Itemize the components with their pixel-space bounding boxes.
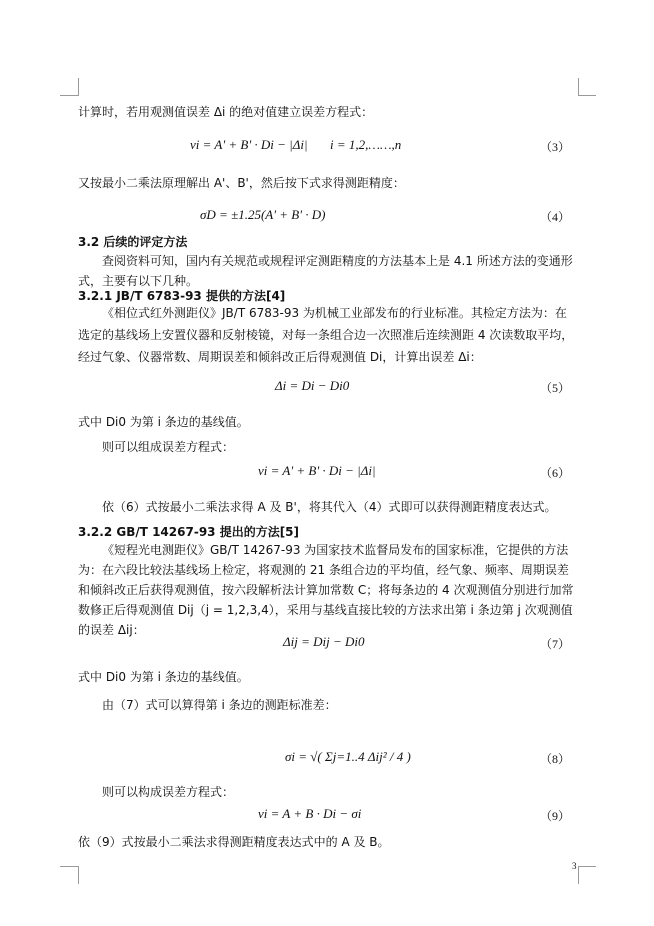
equation-6-number: （6）: [539, 466, 570, 480]
paragraph-gbt-method: 《短程光电测距仪》GB/T 14267-93 为国家技术监督局发布的国家标准，它提供的方法为：在六段比较法基线场上检定，将观测的 21 条组合边的平均值，经气象、频率、周期误差和倾斜改正后获得观测值，按六段解析法计算加常数 C；将每条边的 4 次观测值分别进行加常数修正后得观测值 Dij（j = 1,2,3,4），采用与基线直接比较的方法求出第 i 条边第 j 次观测值的误差 Δij：: [78, 543, 574, 637]
paragraph-error-eq-intro-2: 则可以构成误差方程式：: [102, 785, 235, 799]
equation-9-number: （9）: [539, 809, 570, 823]
equation-5-number: （5）: [539, 381, 570, 395]
crop-mark-tr-v: [578, 78, 579, 96]
crop-mark-tr-h: [578, 95, 596, 96]
equation-4-number: （4）: [539, 210, 570, 224]
equation-4: σD = ±1.25(A' + B' · D): [200, 207, 326, 222]
paragraph-error-eq-intro: 则可以组成误差方程式：: [102, 440, 235, 454]
paragraph-std-dev-intro: 由（7）式可以算得第 i 条边的测距标准差：: [102, 698, 337, 712]
equation-8-number: （8）: [539, 752, 570, 766]
page-number: 3: [572, 861, 577, 871]
paragraph-solve-6: 依（6）式按最小二乘法求得 A 及 B'，将其代入（4）式即可以获得测距精度表达式。: [102, 500, 557, 514]
paragraph-baseline-note-1: 式中 Di0 为第 i 条边的基线值。: [78, 415, 249, 429]
section-heading-3-2-1: 3.2.1 JB/T 6783-93 提供的方法[4]: [78, 289, 286, 303]
equation-3-number: （3）: [539, 140, 570, 154]
equation-3-range: i = 1,2,……,n: [330, 137, 402, 152]
equation-8: σi = √( Σj=1..4 Δij² / 4 ): [285, 749, 411, 764]
crop-mark-br-v: [578, 866, 579, 884]
equation-3: vi = A' + B' · Di − |Δi|: [190, 137, 308, 152]
equation-5: Δi = Di − Di0: [275, 378, 350, 393]
equation-9: vi = A + B · Di − σi: [258, 806, 362, 821]
paragraph-baseline-note-2: 式中 Di0 为第 i 条边的基线值。: [78, 670, 249, 684]
section-heading-3-2: 3.2 后续的评定方法: [78, 235, 188, 249]
crop-mark-br-h: [578, 866, 596, 867]
equation-6: vi = A' + B' · Di − |Δi|: [258, 463, 376, 478]
paragraph-solve-9: 依（9）式按最小二乘法求得测距精度表达式中的 A 及 B。: [78, 835, 390, 849]
paragraph-review: 查阅资料可知，国内有关规范或规程评定测距精度的方法基本上是 4.1 所述方法的变通形式，主要有以下几种。: [78, 254, 573, 288]
crop-mark-bl-v: [78, 866, 79, 884]
paragraph-jbt-method: 《相位式红外测距仪》JB/T 6783-93 为机械工业部发布的行业标准。其检定方法为：在选定的基线场上安置仪器和反射棱镜，对每一条组合边一次照准后连续测距 4 次读数取平均，经过气象、仪器常数、周期误差和倾斜改正后得观测值 Di，计算出误差 Δi：: [78, 306, 574, 364]
crop-mark-bl-h: [60, 866, 78, 867]
crop-mark-tl-h: [60, 95, 78, 96]
crop-mark-tl-v: [78, 78, 79, 96]
paragraph-least-squares: 又按最小二乘法原理解出 A'、B'，然后按下式求得测距精度：: [78, 176, 405, 190]
equation-7-number: （7）: [539, 637, 570, 651]
equation-7: Δij = Dij − Di0: [283, 634, 365, 649]
section-heading-3-2-2: 3.2.2 GB/T 14267-93 提出的方法[5]: [78, 525, 300, 539]
paragraph-intro: 计算时，若用观测值误差 Δi 的绝对值建立误差方程式：: [78, 105, 374, 119]
